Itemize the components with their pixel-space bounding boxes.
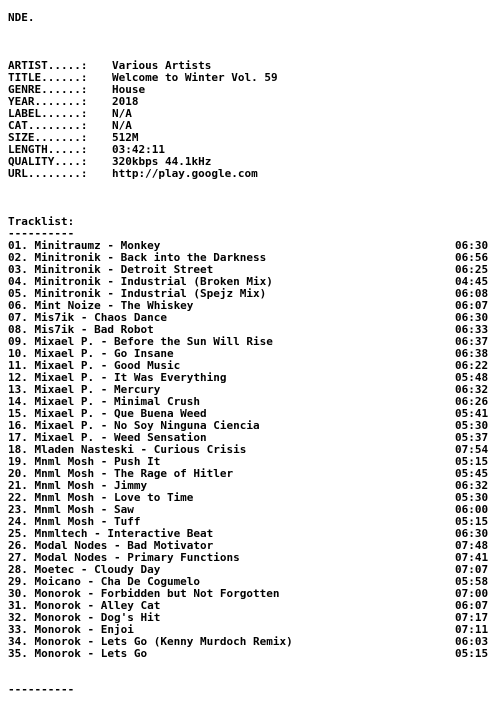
track-duration: 05:58 — [455, 575, 489, 588]
track-title: 11. Mixael P. - Good Music — [8, 359, 181, 372]
track-title: 35. Monorok - Lets Go — [8, 647, 148, 660]
meta-key: YEAR.......: — [8, 95, 88, 108]
track-duration: 05:48 — [455, 371, 489, 384]
nfo-document — [8, 12, 498, 696]
release-metadata — [8, 60, 498, 180]
track-title: 27. Modal Nodes - Primary Functions — [8, 551, 240, 564]
track-duration: 05:15 — [455, 455, 489, 468]
track-duration: 05:41 — [455, 407, 489, 420]
track-title: 07. Mis7ik - Chaos Dance — [8, 311, 167, 324]
track-title: 18. Mladen Nasteski - Curious Crisis — [8, 443, 247, 456]
track-title: 17. Mixael P. - Weed Sensation — [8, 431, 207, 444]
track-duration: 06:25 — [455, 263, 489, 276]
track-duration: 06:03 — [455, 635, 489, 648]
track-title: 28. Moetec - Cloudy Day — [8, 563, 161, 576]
track-duration: 06:07 — [455, 299, 489, 312]
meta-key: GENRE......: — [8, 83, 88, 96]
track-title: 15. Mixael P. - Que Buena Weed — [8, 407, 207, 420]
track-title: 33. Monorok - Enjoi — [8, 623, 134, 636]
track-duration: 06:00 — [455, 503, 489, 516]
track-duration: 06:56 — [455, 251, 489, 264]
track-duration: 06:30 — [455, 527, 489, 540]
meta-key: QUALITY....: — [8, 155, 88, 168]
track-title: 03. Minitronik - Detroit Street — [8, 263, 214, 276]
track-title: 22. Mnml Mosh - Love to Time — [8, 491, 194, 504]
track-duration: 04:45 — [455, 275, 489, 288]
meta-value: Various Artists — [112, 59, 212, 72]
track-duration: 07:41 — [455, 551, 489, 564]
track-duration: 06:30 — [455, 239, 489, 252]
track-title: 12. Mixael P. - It Was Everything — [8, 371, 227, 384]
track-title: 19. Mnml Mosh - Push It — [8, 455, 161, 468]
meta-key: LENGTH.....: — [8, 143, 88, 156]
track-title: 04. Minitronik - Industrial (Broken Mix) — [8, 275, 273, 288]
track-title: 08. Mis7ik - Bad Robot — [8, 323, 154, 336]
meta-value: N/A — [112, 119, 132, 132]
meta-key: CAT........: — [8, 119, 88, 132]
meta-value: 512M — [112, 131, 139, 144]
meta-value: http://play.google.com — [112, 167, 258, 180]
track-duration: 07:11 — [455, 623, 489, 636]
footer-divider: ---------- — [8, 683, 75, 696]
track-duration: 06:08 — [455, 287, 489, 300]
track-duration: 05:15 — [455, 647, 489, 660]
meta-key: URL........: — [8, 167, 88, 180]
track-title: 01. Minitraumz - Monkey — [8, 239, 161, 252]
release-group-title: NDE. — [8, 11, 35, 24]
track-title: 24. Mnml Mosh - Tuff — [8, 515, 141, 528]
meta-value: N/A — [112, 107, 132, 120]
track-title: 34. Monorok - Lets Go (Kenny Murdoch Remix) — [8, 635, 293, 648]
track-duration: 07:17 — [455, 611, 489, 624]
track-duration: 06:33 — [455, 323, 489, 336]
tracklist — [8, 240, 498, 660]
track-duration: 06:32 — [455, 383, 489, 396]
track-duration: 06:32 — [455, 479, 489, 492]
meta-value: 03:42:11 — [112, 143, 165, 156]
track-duration: 07:00 — [455, 587, 489, 600]
track-duration: 07:48 — [455, 539, 489, 552]
meta-value: Welcome to Winter Vol. 59 — [112, 71, 278, 84]
track-title: 16. Mixael P. - No Soy Ninguna Ciencia — [8, 419, 260, 432]
tracklist-heading: Tracklist: — [8, 215, 75, 228]
meta-url — [8, 168, 498, 180]
meta-value: House — [112, 83, 146, 96]
track-title: 30. Monorok - Forbidden but Not Forgotten — [8, 587, 280, 600]
track-title: 20. Mnml Mosh - The Rage of Hitler — [8, 467, 234, 480]
track-duration: 06:26 — [455, 395, 489, 408]
track-title: 31. Monorok - Alley Cat — [8, 599, 161, 612]
tracklist-divider: ---------- — [8, 227, 75, 240]
track-title: 14. Mixael P. - Minimal Crush — [8, 395, 201, 408]
meta-key: TITLE......: — [8, 71, 88, 84]
track-duration: 07:07 — [455, 563, 489, 576]
track-duration: 06:22 — [455, 359, 489, 372]
track-title: 02. Minitronik - Back into the Darkness — [8, 251, 267, 264]
track-title: 32. Monorok - Dog's Hit — [8, 611, 161, 624]
track-title: 06. Mint Noize - The Whiskey — [8, 299, 194, 312]
meta-key: ARTIST.....: — [8, 59, 88, 72]
track-duration: 05:15 — [455, 515, 489, 528]
meta-value: 2018 — [112, 95, 139, 108]
track-title: 21. Mnml Mosh - Jimmy — [8, 479, 148, 492]
track-duration: 05:30 — [455, 491, 489, 504]
track-title: 13. Mixael P. - Mercury — [8, 383, 161, 396]
track-duration: 05:45 — [455, 467, 489, 480]
track-title: 10. Mixael P. - Go Insane — [8, 347, 174, 360]
track-duration: 05:37 — [455, 431, 489, 444]
track-title: 23. Mnml Mosh - Saw — [8, 503, 134, 516]
track-title: 25. Mnmltech - Interactive Beat — [8, 527, 214, 540]
track-title: 09. Mixael P. - Before the Sun Will Rise — [8, 335, 273, 348]
track-title: 29. Moicano - Cha De Cogumelo — [8, 575, 201, 588]
meta-key: SIZE.......: — [8, 131, 88, 144]
track-row — [8, 648, 498, 660]
track-duration: 06:38 — [455, 347, 489, 360]
track-duration: 06:07 — [455, 599, 489, 612]
track-duration: 07:54 — [455, 443, 489, 456]
meta-value: 320kbps 44.1kHz — [112, 155, 212, 168]
track-duration: 05:30 — [455, 419, 489, 432]
track-duration: 06:37 — [455, 335, 489, 348]
track-duration: 06:30 — [455, 311, 489, 324]
track-title: 26. Modal Nodes - Bad Motivator — [8, 539, 214, 552]
track-title: 05. Minitronik - Industrial (Spejz Mix) — [8, 287, 267, 300]
meta-key: LABEL......: — [8, 107, 88, 120]
